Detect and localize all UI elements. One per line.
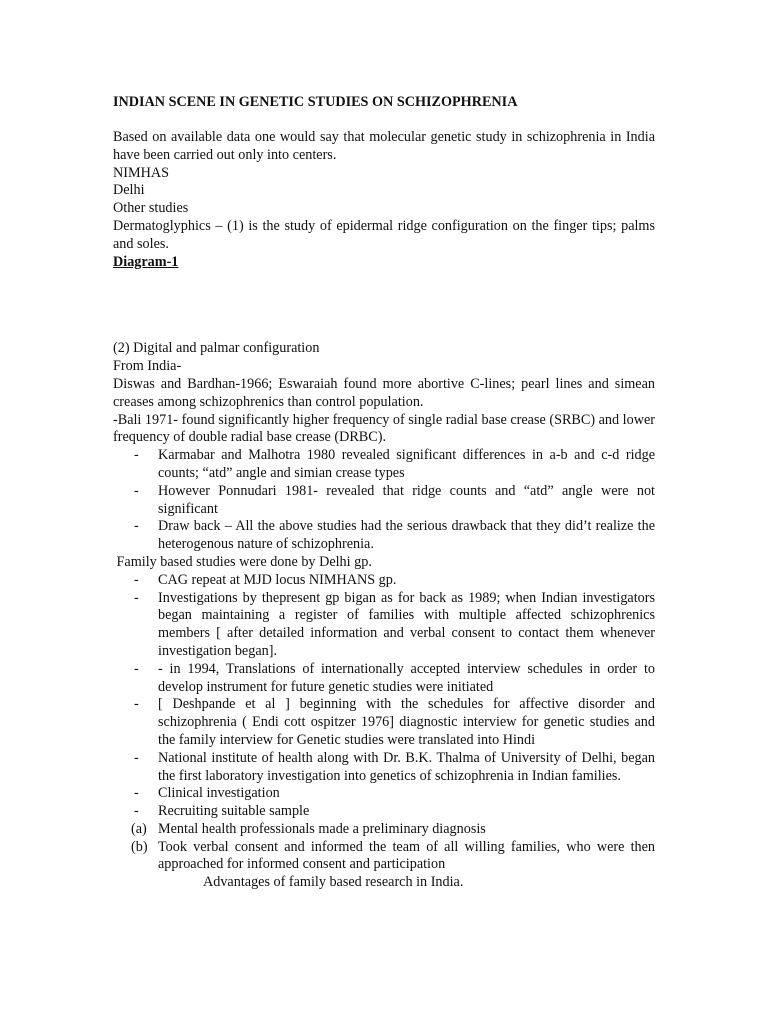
bullet-marker: - [134, 660, 139, 677]
center-item-nimhas: NIMHAS [113, 164, 169, 181]
dermatoglyphics-paragraph: Dermatoglyphics – (1) is the study of epidermal ridge configuration on the finger tips; palms and soles. [113, 217, 655, 252]
document-page [113, 93, 655, 892]
spacer [113, 111, 655, 129]
bullet-marker: - [134, 589, 139, 606]
lettered-item [113, 839, 655, 875]
lettered-item [113, 821, 655, 839]
document-title: INDIAN SCENE IN GENETIC STUDIES ON SCHIZOPHRENIA [113, 94, 518, 110]
list-item-text: Recruiting suitable sample [158, 803, 310, 820]
center-item-other: Other studies [113, 200, 189, 217]
bullet-marker: - [134, 571, 139, 588]
list-item [113, 696, 655, 749]
list-item [113, 661, 655, 697]
list-item-text: CAG repeat at MJD locus NIMHANS gp. [158, 571, 397, 588]
family-studies-line: Family based studies were done by Delhi gp. [113, 553, 372, 570]
diagram-placeholder [113, 271, 655, 340]
list-item [113, 447, 655, 483]
list-item-text: - in 1994, Translations of internationally accepted interview schedules in order to develop instrument for future genetic studies were initiated [158, 660, 655, 695]
list-item-text: Karmabar and Malhotra 1980 revealed significant differences in a-b and c-d ridge counts; “atd” angle and simian crease types [158, 447, 655, 481]
letter-marker: (b) [131, 838, 148, 855]
bullet-marker: - [134, 696, 139, 713]
lettered-item-text: Took verbal consent and informed the team of all willing families, who were then approached for informed consent and participation [158, 838, 655, 873]
list-item-text: [ Deshpande et al ] beginning with the schedules for affective disorder and schizophrenia ( Endi cott ospitzer 1976] diagnostic interview for genetic studies and the family interview for Genetic studies were translated into Hindi [158, 696, 655, 748]
section2-paragraph-1: Diswas and Bardhan-1966; Eswaraiah found more abortive C-lines; pearl lines and simean creases among schizophrenics than control population. [113, 375, 655, 410]
section2-subheading: From India- [113, 358, 182, 375]
list-item [113, 572, 655, 590]
bullet-marker: - [134, 482, 139, 499]
diagram-heading: Diagram-1 [113, 253, 179, 270]
lettered-item-text: Mental health professionals made a preliminary diagnosis [158, 820, 486, 837]
list-item [113, 750, 655, 786]
list-item [113, 518, 655, 554]
list-item [113, 590, 655, 661]
intro-paragraph: Based on available data one would say that molecular genetic study in schizophrenia in India have been carried out only into centers. [113, 129, 655, 163]
list-item-text: National institute of health along with Dr. B.K. Thalma of University of Delhi, began the first laboratory investigation into genetics of schizophrenia in Indian families. [158, 749, 655, 784]
list-item [113, 785, 655, 803]
list-item-text: Clinical investigation [158, 785, 280, 802]
bullet-marker: - [134, 749, 139, 766]
section2-heading: (2) Digital and palmar configuration [113, 340, 320, 357]
letter-marker: (a) [131, 820, 147, 837]
closing-line: Advantages of family based research in India. [203, 874, 464, 891]
list-item-text: However Ponnudari 1981- revealed that ridge counts and “atd” angle were not significant [158, 482, 655, 517]
list-item [113, 483, 655, 519]
bullet-marker: - [134, 785, 139, 802]
bullet-marker: - [134, 447, 139, 464]
center-item-delhi: Delhi [113, 182, 145, 199]
list-item-text: Investigations by thepresent gp bigan as for back as 1989; when Indian investigators began maintaining a register of families with multiple affected schizophrenics members [ after detailed information and verbal consent to contact them whenever investigation began]. [158, 589, 655, 659]
list-item-text: Draw back – All the above studies had the serious drawback that they did’t realize the heterogenous nature of schizophrenia. [158, 518, 655, 553]
bullet-marker: - [134, 518, 139, 535]
list-item [113, 803, 655, 821]
bullet-marker: - [134, 803, 139, 820]
section2-paragraph-2: -Bali 1971- found significantly higher frequency of single radial base crease (SRBC) and lower frequency of double radial base crease (DRBC). [113, 411, 655, 446]
